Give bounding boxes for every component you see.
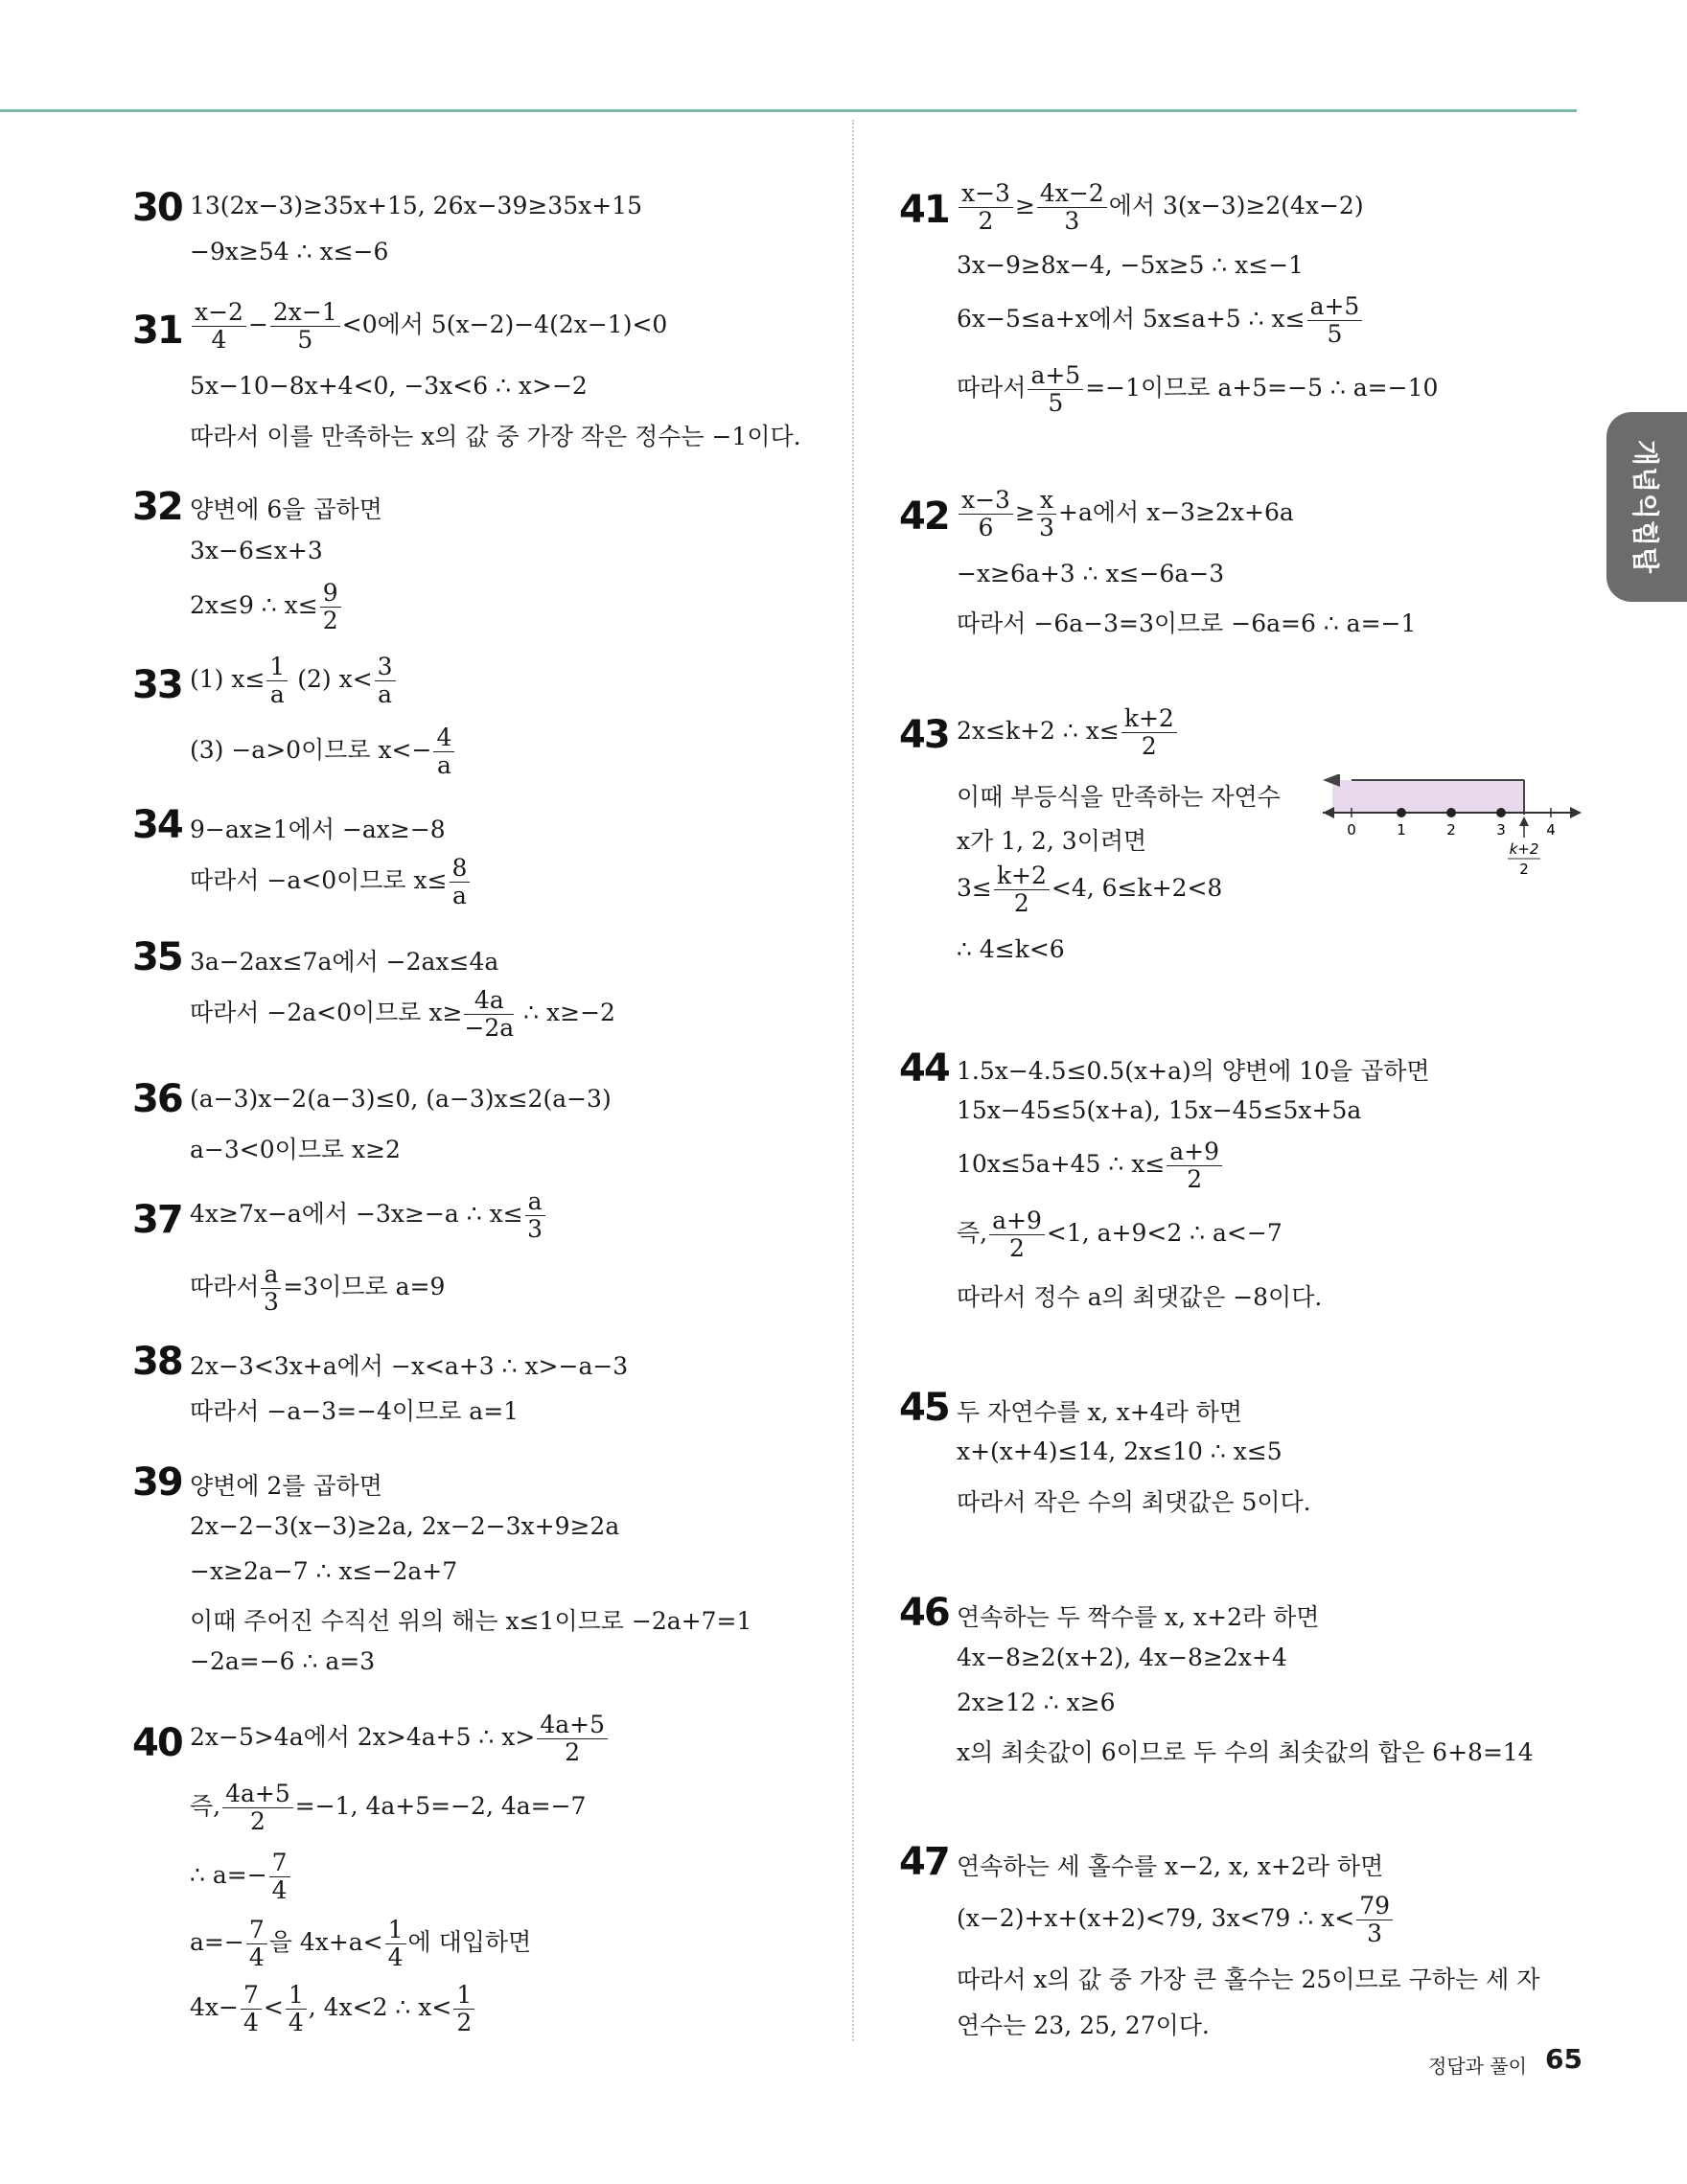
- solution-dot: [1496, 808, 1506, 817]
- fraction: $\frac{a+9}{2}$: [989, 1207, 1045, 1262]
- problem-number: 34: [132, 803, 182, 847]
- fraction: $\frac{a+9}{2}$: [1167, 1138, 1222, 1193]
- problem-number: 31: [132, 309, 182, 353]
- solution-line: 6x−5≤a+x에서 5x≤a+5 ∴ x≤ $\frac{a+5}{5}$: [957, 293, 1364, 348]
- fraction: $\frac{2x-1}{5}$: [270, 299, 340, 354]
- problem-number: 37: [132, 1198, 182, 1242]
- axis-right-arrow-icon: [1570, 807, 1582, 818]
- solution-line: 2x≤9 ∴ x≤ $\frac{9}{2}$: [190, 580, 343, 634]
- solution-line: 따라서 이를 만족하는 x의 값 중 가장 작은 정수는 −1이다.: [190, 423, 801, 450]
- solution-line: 두 자연수를 x, x+4라 하면: [957, 1398, 1242, 1426]
- fraction: $\frac{1}{4}$: [286, 1982, 307, 2036]
- solution-line: 따라서 x의 값 중 가장 큰 홀수는 25이므로 구하는 세 자: [957, 1966, 1540, 1993]
- solution-line: 4x−8≥2(x+2), 4x−8≥2x+4: [957, 1644, 1287, 1671]
- tick-label: 3: [1496, 821, 1506, 839]
- solution-line: x가 1, 2, 3이려면: [957, 827, 1147, 855]
- solution-line: 1.5x−4.5≤0.5(x+a)의 양변에 10을 곱하면: [957, 1057, 1430, 1085]
- solution-line: 2x−5>4a에서 2x>4a+5 ∴ x> $\frac{4a+5}{2}$: [190, 1712, 610, 1766]
- solution-line: 즉, $\frac{a+9}{2}$ <1, a+9<2 ∴ a<−7: [957, 1207, 1283, 1262]
- pointer-arrow-icon: [1519, 816, 1529, 826]
- solution-line: 2x≥12 ∴ x≥6: [957, 1689, 1116, 1716]
- solution-line: (a−3)x−2(a−3)≤0, (a−3)x≤2(a−3): [190, 1085, 612, 1113]
- solution-line: 3a−2ax≤7a에서 −2ax≤4a: [190, 948, 499, 976]
- fraction: $\frac{1}{4}$: [385, 1917, 406, 1971]
- footer-label: 정답과 풀이: [1428, 2055, 1527, 2078]
- fraction: $\frac{4a}{-2a}$: [464, 986, 515, 1042]
- tick-label: 1: [1397, 821, 1406, 839]
- solution-line: 5x−10−8x+4<0, −3x<6 ∴ x>−2: [190, 372, 588, 400]
- problem-number: 36: [132, 1077, 182, 1121]
- solution-line: 13(2x−3)≥35x+15, 26x−39≥35x+15: [190, 192, 642, 219]
- fraction: $\frac{1}{a}$: [266, 654, 288, 708]
- fraction: $\frac{3}{a}$: [375, 654, 396, 708]
- problem-number: 45: [899, 1386, 949, 1430]
- solution-line: (1) x≤ $\frac{1}{a}$ (2) x< $\frac{3}{a}$: [190, 654, 398, 708]
- solution-line: 양변에 2를 곱하면: [190, 1472, 382, 1500]
- fraction: $\frac{k+2}{2}$: [1121, 705, 1177, 760]
- problem-number: 47: [899, 1840, 949, 1884]
- solution-line: 15x−45≤5(x+a), 15x−45≤5x+5a: [957, 1096, 1362, 1124]
- solution-line: 따라서 −a<0이므로 x≤ $\frac{8}{a}$: [190, 855, 472, 909]
- problem-number: 39: [132, 1460, 182, 1505]
- fraction: $\frac{a}{3}$: [261, 1261, 281, 1316]
- pointer-label-numerator: k+2: [1509, 840, 1539, 858]
- solution-dot: [1397, 808, 1406, 817]
- fraction: $\frac{x-3}{2}$: [959, 180, 1013, 235]
- solution-line: 따라서 −6a−3=3이므로 −6a=6 ∴ a=−1: [957, 609, 1417, 637]
- solution-line: −2a=−6 ∴ a=3: [190, 1647, 376, 1675]
- fraction: $\frac{a+5}{5}$: [1028, 362, 1083, 417]
- solution-line: −9x≥54 ∴ x≤−6: [190, 238, 389, 265]
- solution-line: 연속하는 세 홀수를 x−2, x, x+2라 하면: [957, 1852, 1384, 1880]
- solution-line: 9−ax≥1에서 −ax≥−8: [190, 816, 446, 843]
- tick-label: 4: [1546, 821, 1556, 839]
- solution-line: ∴ a=− $\frac{7}{4}$: [190, 1850, 292, 1904]
- solution-line: 3x−6≤x+3: [190, 537, 323, 564]
- solution-line: 연속하는 두 짝수를 x, x+2라 하면: [957, 1603, 1320, 1631]
- solution-line: 2x−2−3(x−3)≥2a, 2x−2−3x+9≥2a: [190, 1512, 620, 1540]
- fraction: $\frac{8}{a}$: [450, 855, 471, 909]
- fraction: $\frac{79}{3}$: [1356, 1893, 1393, 1947]
- solution-line: 이때 주어진 수직선 위의 해는 x≤1이므로 −2a+7=1: [190, 1607, 752, 1635]
- solution-line: 4x− $\frac{7}{4}$ < $\frac{1}{4}$ , 4x<2 ∴ x< $\frac{1}{2}$: [190, 1982, 476, 2036]
- solution-line: −x≥6a+3 ∴ x≤−6a−3: [957, 560, 1225, 587]
- fraction: $\frac{4a+5}{2}$: [537, 1712, 608, 1766]
- tick-label: 2: [1446, 821, 1456, 839]
- number-line-diagram: [1323, 774, 1582, 887]
- fraction: $\frac{4}{a}$: [433, 724, 454, 779]
- solution-region: [1332, 780, 1524, 813]
- solution-line: 따라서 $\frac{a}{3}$ =3이므로 a=9: [190, 1260, 446, 1316]
- solution-dot: [1446, 808, 1456, 817]
- page-number: 65: [1545, 2043, 1583, 2075]
- problem-number: 41: [899, 188, 949, 232]
- solution-line: 따라서 −2a<0이므로 x≥ $\frac{4a}{-2a}$ ∴ x≥−2: [190, 986, 615, 1042]
- solution-line: 양변에 6을 곱하면: [190, 495, 382, 523]
- problem-number: 32: [132, 485, 182, 529]
- solution-line: 연수는 23, 25, 27이다.: [957, 2012, 1210, 2039]
- problem-number: 38: [132, 1340, 182, 1384]
- solution-line: 즉, $\frac{4a+5}{2}$ =−1, 4a+5=−2, 4a=−7: [190, 1780, 587, 1835]
- solution-line: ∴ 4≤k<6: [957, 935, 1065, 963]
- solution-line: 2x−3<3x+a에서 −x<a+3 ∴ x>−a−3: [190, 1352, 629, 1380]
- solution-line: 4x≥7x−a에서 −3x≥−a ∴ x≤ $\frac{a}{3}$: [190, 1188, 547, 1243]
- solution-line: (x−2)+x+(x+2)<79, 3x<79 ∴ x< $\frac{79}{3}$: [957, 1893, 1395, 1947]
- solution-line: a−3<0이므로 x≥2: [190, 1136, 401, 1163]
- solution-line: x의 최솟값이 6이므로 두 수의 최솟값의 합은 6+8=14: [957, 1738, 1534, 1766]
- problem-number: 33: [132, 663, 182, 707]
- fraction: $\frac{7}{4}$: [241, 1982, 262, 2036]
- solution-line: $\frac{x-3}{6}$ ≥ $\frac{x}{3}$ +a에서 x−3≥2x+6a: [957, 487, 1294, 541]
- solution-line: 이때 부등식을 만족하는 자연수: [957, 783, 1281, 811]
- column-divider: [852, 120, 854, 2041]
- side-tab-label: 개념익힘탑: [1629, 439, 1661, 575]
- problem-number: 46: [899, 1591, 949, 1635]
- solution-line: 따라서 작은 수의 최댓값은 5이다.: [957, 1488, 1311, 1516]
- fraction: $\frac{a}{3}$: [525, 1188, 545, 1243]
- fraction: $\frac{x-3}{6}$: [959, 487, 1013, 541]
- solution-line: 3x−9≥8x−4, −5x≥5 ∴ x≤−1: [957, 251, 1305, 279]
- problem-number: 42: [899, 494, 949, 539]
- fraction: $\frac{k+2}{2}$: [994, 862, 1050, 917]
- solution-line: 따라서 −a−3=−4이므로 a=1: [190, 1397, 520, 1425]
- solution-line: $\frac{x-3}{2}$ ≥ $\frac{4x-2}{3}$ 에서 3(x−3)≥2(4x−2): [957, 180, 1364, 235]
- tick-label: 0: [1347, 821, 1356, 839]
- solution-line: 따라서 정수 a의 최댓값은 −8이다.: [957, 1283, 1323, 1311]
- fraction: $\frac{4a+5}{2}$: [222, 1781, 293, 1835]
- solution-line: x+(x+4)≤14, 2x≤10 ∴ x≤5: [957, 1437, 1283, 1465]
- problem-number: 40: [132, 1721, 182, 1765]
- solution-line: a=− $\frac{7}{4}$ 을 4x+a< $\frac{1}{4}$ 에 대입하면: [190, 1916, 532, 1971]
- solution-line: 10x≤5a+45 ∴ x≤ $\frac{a+9}{2}$: [957, 1138, 1224, 1193]
- side-tab: [1606, 412, 1687, 602]
- problem-number: 43: [899, 713, 949, 757]
- fraction: $\frac{a+5}{5}$: [1307, 293, 1363, 348]
- problem-number: 35: [132, 935, 182, 979]
- problem-number: 44: [899, 1046, 949, 1091]
- fraction: $\frac{7}{4}$: [246, 1917, 267, 1971]
- left-arrow-icon: [1323, 774, 1340, 787]
- fraction: $\frac{x-2}{4}$: [192, 299, 246, 354]
- fraction: $\frac{7}{4}$: [269, 1850, 290, 1904]
- fraction: $\frac{x}{3}$: [1037, 487, 1056, 541]
- solution-line: 2x≤k+2 ∴ x≤ $\frac{k+2}{2}$: [957, 705, 1179, 760]
- header-rule: [0, 109, 1577, 112]
- fraction: $\frac{1}{2}$: [453, 1982, 474, 2036]
- solution-line: −x≥2a−7 ∴ x≤−2a+7: [190, 1557, 458, 1585]
- axis-left-arrow-icon: [1323, 807, 1334, 818]
- problem-number: 30: [132, 186, 182, 230]
- solution-line: (3) −a>0이므로 x<− $\frac{4}{a}$: [190, 724, 456, 779]
- pointer-label-denominator: 2: [1519, 861, 1529, 878]
- solution-line: 따라서 $\frac{a+5}{5}$ =−1이므로 a+5=−5 ∴ a=−10: [957, 361, 1439, 417]
- solution-line: $\frac{x-2}{4}$ − $\frac{2x-1}{5}$ <0에서 5(x−2)−4(2x−1)<0: [190, 299, 667, 354]
- solution-line: 3≤ $\frac{k+2}{2}$ <4, 6≤k+2<8: [957, 862, 1223, 917]
- fraction: $\frac{4x-2}{3}$: [1037, 180, 1107, 235]
- fraction: $\frac{9}{2}$: [320, 580, 341, 634]
